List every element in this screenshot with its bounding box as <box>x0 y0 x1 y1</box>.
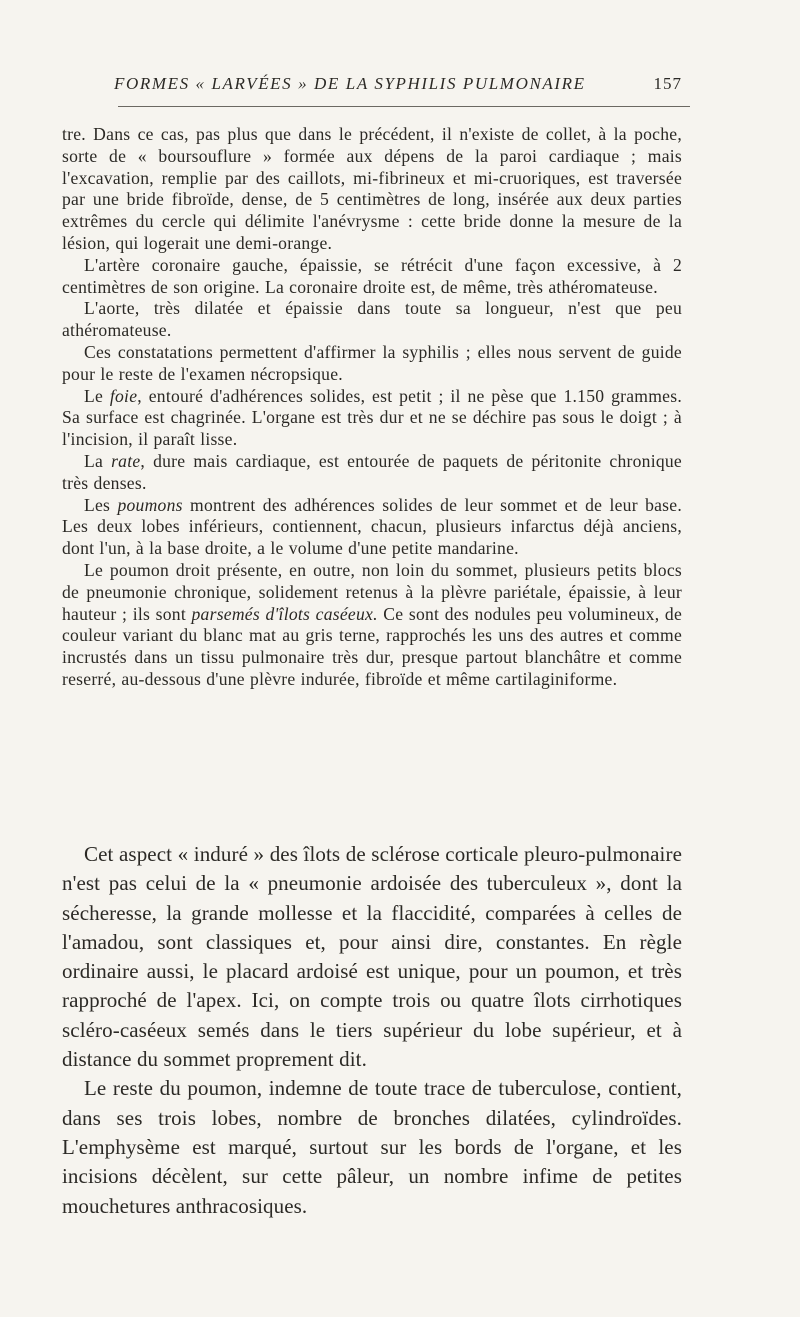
term-lungs: poumons <box>117 494 183 515</box>
running-header <box>62 74 682 98</box>
paragraph-coronary: L'artère coronaire gauche, épaissie, se rétrécit d'une façon excessive, à 2 centimètres de son origine. La coronaire droite est, de même, très athéromateuse. <box>62 254 682 297</box>
commentary-text <box>62 840 682 1221</box>
term-caseous-islets: parsemés d'îlots caséeux. <box>191 603 378 624</box>
paragraph-lungs: Les poumons montrent des adhérences solides de leur sommet et de leur base. Les deux lobes inférieurs, contiennent, chacun, plusieurs infarctus déjà anciens, dont l'un, à la base droite, a le volume d'une petite mandarine. <box>62 494 682 559</box>
running-title: FORMES « LARVÉES » DE LA SYPHILIS PULMONAIRE <box>114 74 586 93</box>
paragraph-remainder: Le reste du poumon, indemne de toute trace de tuberculose, contient, dans ses trois lobes, nombre de bronches dilatées, cylindroïdes. L'emphysème est marqué, surtout sur les bords de l'organe, et les incisions décèlent, sur cette pâleur, un nombre infime de petites mouchetures anthracosiques. <box>62 1076 682 1218</box>
paragraph-aorta: L'aorte, très dilatée et épaissie dans toute sa longueur, n'est que peu athéromateuse. <box>62 298 682 341</box>
paragraph-findings: Ces constatations permettent d'affirmer la syphilis ; elles nous servent de guide pour le reste de l'examen nécropsique. <box>62 341 682 384</box>
page-number: 157 <box>653 74 682 93</box>
header-rule <box>118 106 690 107</box>
paragraph-aneurysm: tre. Dans ce cas, pas plus que dans le précédent, il n'existe de collet, à la poche, sorte de « boursouflure » formée aux dépens de la paroi cardiaque ; mais l'excavation, remplie par des caillots, mi-fibrineux et mi-cruoriques, est traversée par une bride fibroïde, dense, de 5 centimètres de long, insérée aux deux parties extrêmes du cercle qui délimite l'anévrysme : cette bride donne la mesure de la lésion, qui logerait une demi-orange. <box>62 124 682 253</box>
case-report-text <box>62 124 682 691</box>
paragraph-liver: Le foie, entouré d'adhérences solides, est petit ; il ne pèse que 1.150 grammes. Sa surface est chagrinée. L'organe est très dur et ne se déchire pas sous le doigt ; à l'incision, il paraît lisse. <box>62 385 682 450</box>
term-liver: foie <box>109 385 138 406</box>
paragraph-induration: Cet aspect « induré » des îlots de sclérose corticale pleuro-pulmonaire n'est pas celui de la « pneumonie ardoisée des tuberculeux », dont la sécheresse, la grande mollesse et la flaccidité, comparées à celles de l'amadou, sont classiques et, pour ainsi dire, constantes. En règle ordinaire aussi, le placard ardoisé est unique, pour un poumon, et très rapproché de l'apex. Ici, on compte trois ou quatre îlots cirrhotiques scléro-caséeux semés dans le tiers supérieur du lobe supérieur, et à distance du sommet proprement dit. <box>62 842 682 1072</box>
paragraph-right-lung: Le poumon droit présente, en outre, non loin du sommet, plusieurs petits blocs de pneumonie chronique, solidement retenus à la plèvre pariétale, épaissie, à leur hauteur ; ils sont parsemés d'îlots caséeux. Ce sont des nodules peu volumineux, de couleur variant du blanc mat au gris terne, rapprochés les uns des autres et comme incrustés dans un tissu pulmonaire très dur, presque partout blanchâtre et comme reserré, au-dessous d'une plèvre indurée, fibroïde et même cartilaginiforme. <box>62 559 682 689</box>
paragraph-spleen: La rate, dure mais cardiaque, est entourée de paquets de péritonite chronique très denses. <box>62 450 682 493</box>
term-spleen: rate <box>111 450 141 471</box>
